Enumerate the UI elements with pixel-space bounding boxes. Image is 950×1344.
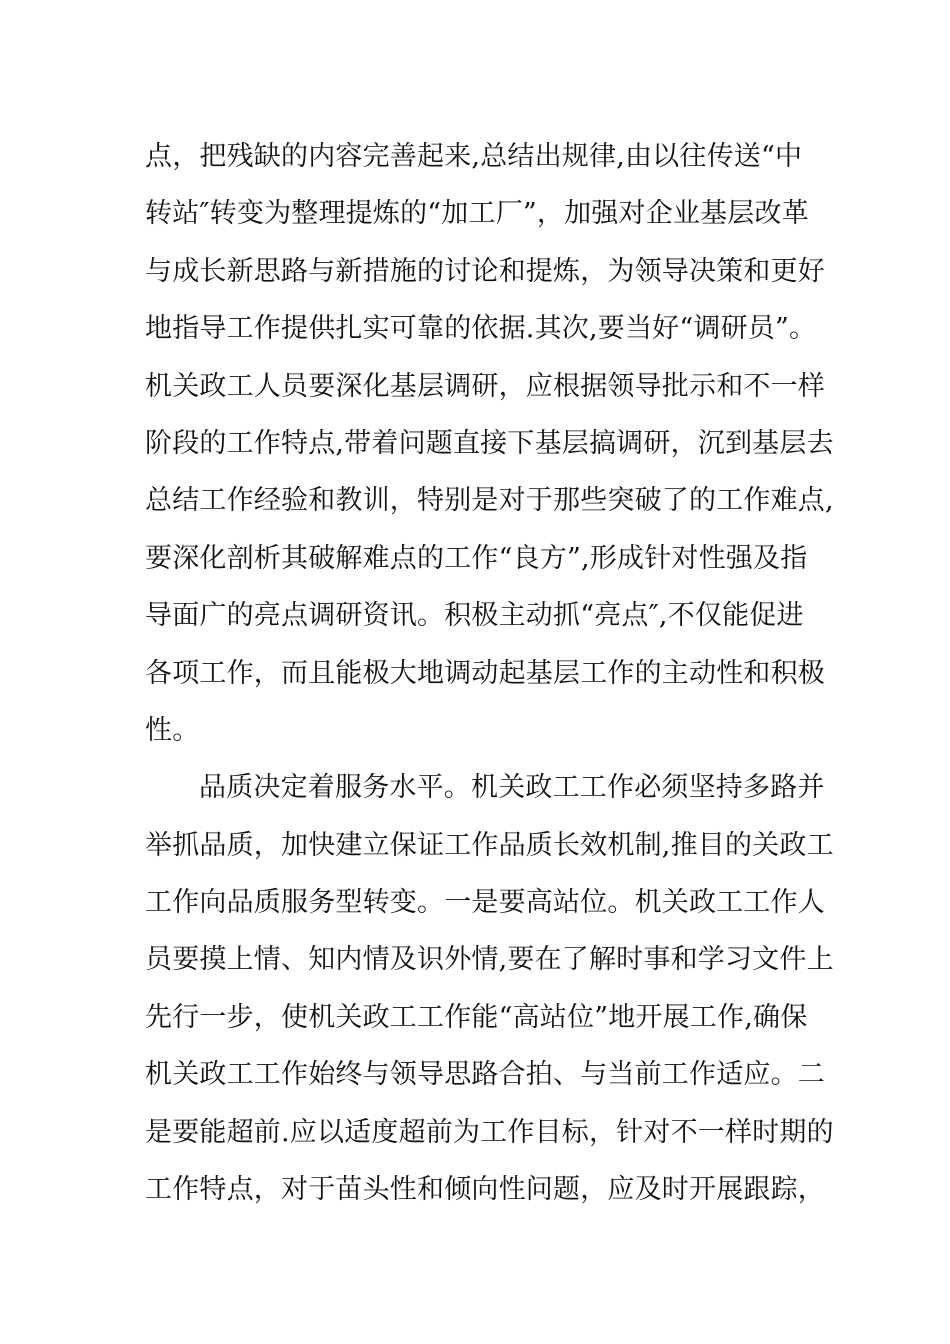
- text-line: 转站″转变为整理提炼的“加工厂”，加强对企业基层改革: [145, 198, 809, 230]
- text-line: 要深化剖析其破解难点的工作“良方”,形成针对性强及指: [145, 542, 808, 574]
- text-line: 机关政工人员要深化基层调研，应根据领导批示和不一样: [145, 370, 825, 402]
- text-line: 工作特点，对于苗头性和倾向性问题，应及时开展跟踪，: [145, 1174, 825, 1206]
- text-line: 员要摸上情、知内情及识外情,要在了解时事和学习文件上: [145, 944, 834, 976]
- paragraph-start-line: 品质决定着服务水平。机关政工工作必须坚持多路并: [199, 772, 825, 804]
- text-line: 先行一步，使机关政工工作能“高站位”地开展工作,确保: [145, 1001, 808, 1033]
- text-line: 工作向品质服务型转变。一是要高站位。机关政工工作人: [145, 887, 825, 919]
- text-line: 总结工作经验和教训，特别是对于那些突破了的工作难点,: [145, 485, 834, 517]
- body-text: [145, 128, 834, 1218]
- text-line: 是要能超前.应以适度超前为工作目标，针对不一样时期的: [145, 1116, 834, 1148]
- text-line: 机关政工工作始终与领导思路合拍、与当前工作适应。二: [145, 1059, 825, 1091]
- text-line: 阶段的工作特点,带着问题直接下基层搞调研，沉到基层去: [145, 427, 834, 459]
- text-line: 地指导工作提供扎实可靠的依据.其次,要当好“调研员”。: [145, 313, 817, 345]
- text-line: 点，把残缺的内容完善起来,总结出规律,由以往传送“中: [145, 141, 803, 172]
- text-line: 与成长新思路与新措施的讨论和提炼，为领导决策和更好: [145, 255, 825, 287]
- text-line: 导面广的亮点调研资讯。积极主动抓“亮点″,不仅能促进: [145, 600, 804, 632]
- text-line: 性。: [145, 714, 200, 746]
- text-line: 各项工作，而且能极大地调动起基层工作的主动性和积极: [145, 657, 825, 689]
- text-line: 举抓品质，加快建立保证工作品质长效机制,推目的关政工: [145, 829, 834, 861]
